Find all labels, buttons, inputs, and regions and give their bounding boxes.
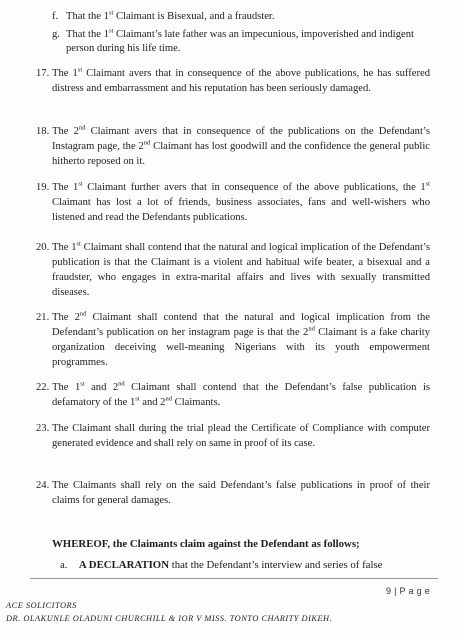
paragraph-text: The 2nd Claimant shall contend that the natural and logical implication from the Defendant’s publication on her instagram page is that the 2nd Claimant is a fake charity organization deceiving well-meaning Nigerians with its youth empowerment programmes. [52,310,431,368]
paragraph-22 [36,380,430,410]
paragraph-text: The 1st Claimant shall contend that the natural and logical implication of the Defendant’s publication is that the Claimant is a violent and habitual wife beater, a bisexual and a fraudster, who engages in extra-marital affairs and lives with sexually transmitted diseases. [52,240,430,298]
sub-item-label: g. [52,29,60,40]
paragraph-number: 17. [36,68,50,79]
paragraph-20 [36,240,430,300]
sub-item-g [52,28,432,56]
claim-item-a [60,559,435,571]
paragraph-number: 22. [36,382,50,393]
paragraph-number: 19. [36,182,50,193]
footer-case-title: DR. OLAKUNLE OLADUNI CHURCHILL & IOR V MISS. TONTO CHARITY DIKEH. [6,614,333,623]
paragraph-19 [36,180,430,225]
sub-item-text: That the 1st Claimant is Bisexual, and a fraudster. [66,9,275,22]
paragraph-text: The Claimants shall rely on the said Defendant’s false publications in proof of their claims for general damages. [52,480,430,506]
paragraph-17 [36,66,430,96]
paragraph-number: 24. [36,480,50,491]
paragraph-text: The 1st Claimant avers that in consequence of the above publications, he has suffered distress and embarrassment and his reputation has been seriously damaged. [52,66,430,94]
page-number: 9 | P a g e [386,586,431,596]
footer-firm-name: ACE SOLICITORS [6,601,77,610]
claim-item-label: a. [60,559,68,571]
sub-item-f [52,10,432,24]
paragraph-text: The 1st Claimant further avers that in consequence of the above publications, the 1st Claimant has lost a lot of friends, business associates, fans and well-wishers who listened and read the Defendants publications. [52,180,430,223]
footer-divider [30,578,438,579]
claim-item-bold: A DECLARATION [78,559,169,571]
paragraph-23 [36,421,430,451]
paragraph-text: The 2nd Claimant avers that in consequence of the publications on the Defendant’s Instagram page, the 2nd Claimant has lost goodwill and the confidence the general public hitherto reposed on it. [52,124,430,167]
paragraph-number: 21. [36,312,50,323]
sub-item-label: f. [52,11,59,22]
paragraph-24 [36,478,430,508]
sub-item-text: That the 1st Claimant’s late father was an impecunious, impoverished and indigent person during his life time. [66,27,414,54]
wherefore-heading: WHEREOF, the Claimants claim against the Defendant as follows; [52,538,360,550]
paragraph-text: The Claimant shall during the trial plead the Certificate of Compliance with computer generated evidence and shall rely on same in proof of its case. [52,423,430,449]
claim-item-text: that the Defendant’s interview and series of false [169,559,383,571]
paragraph-number: 20. [36,242,50,253]
paragraph-number: 23. [36,423,50,434]
paragraph-18 [36,124,430,169]
paragraph-text: The 1st and 2nd Claimant shall contend that the Defendant’s false publication is defamatory of the 1st and 2nd Claimants. [52,380,431,408]
paragraph-21 [36,310,430,370]
paragraph-number: 18. [36,126,50,137]
